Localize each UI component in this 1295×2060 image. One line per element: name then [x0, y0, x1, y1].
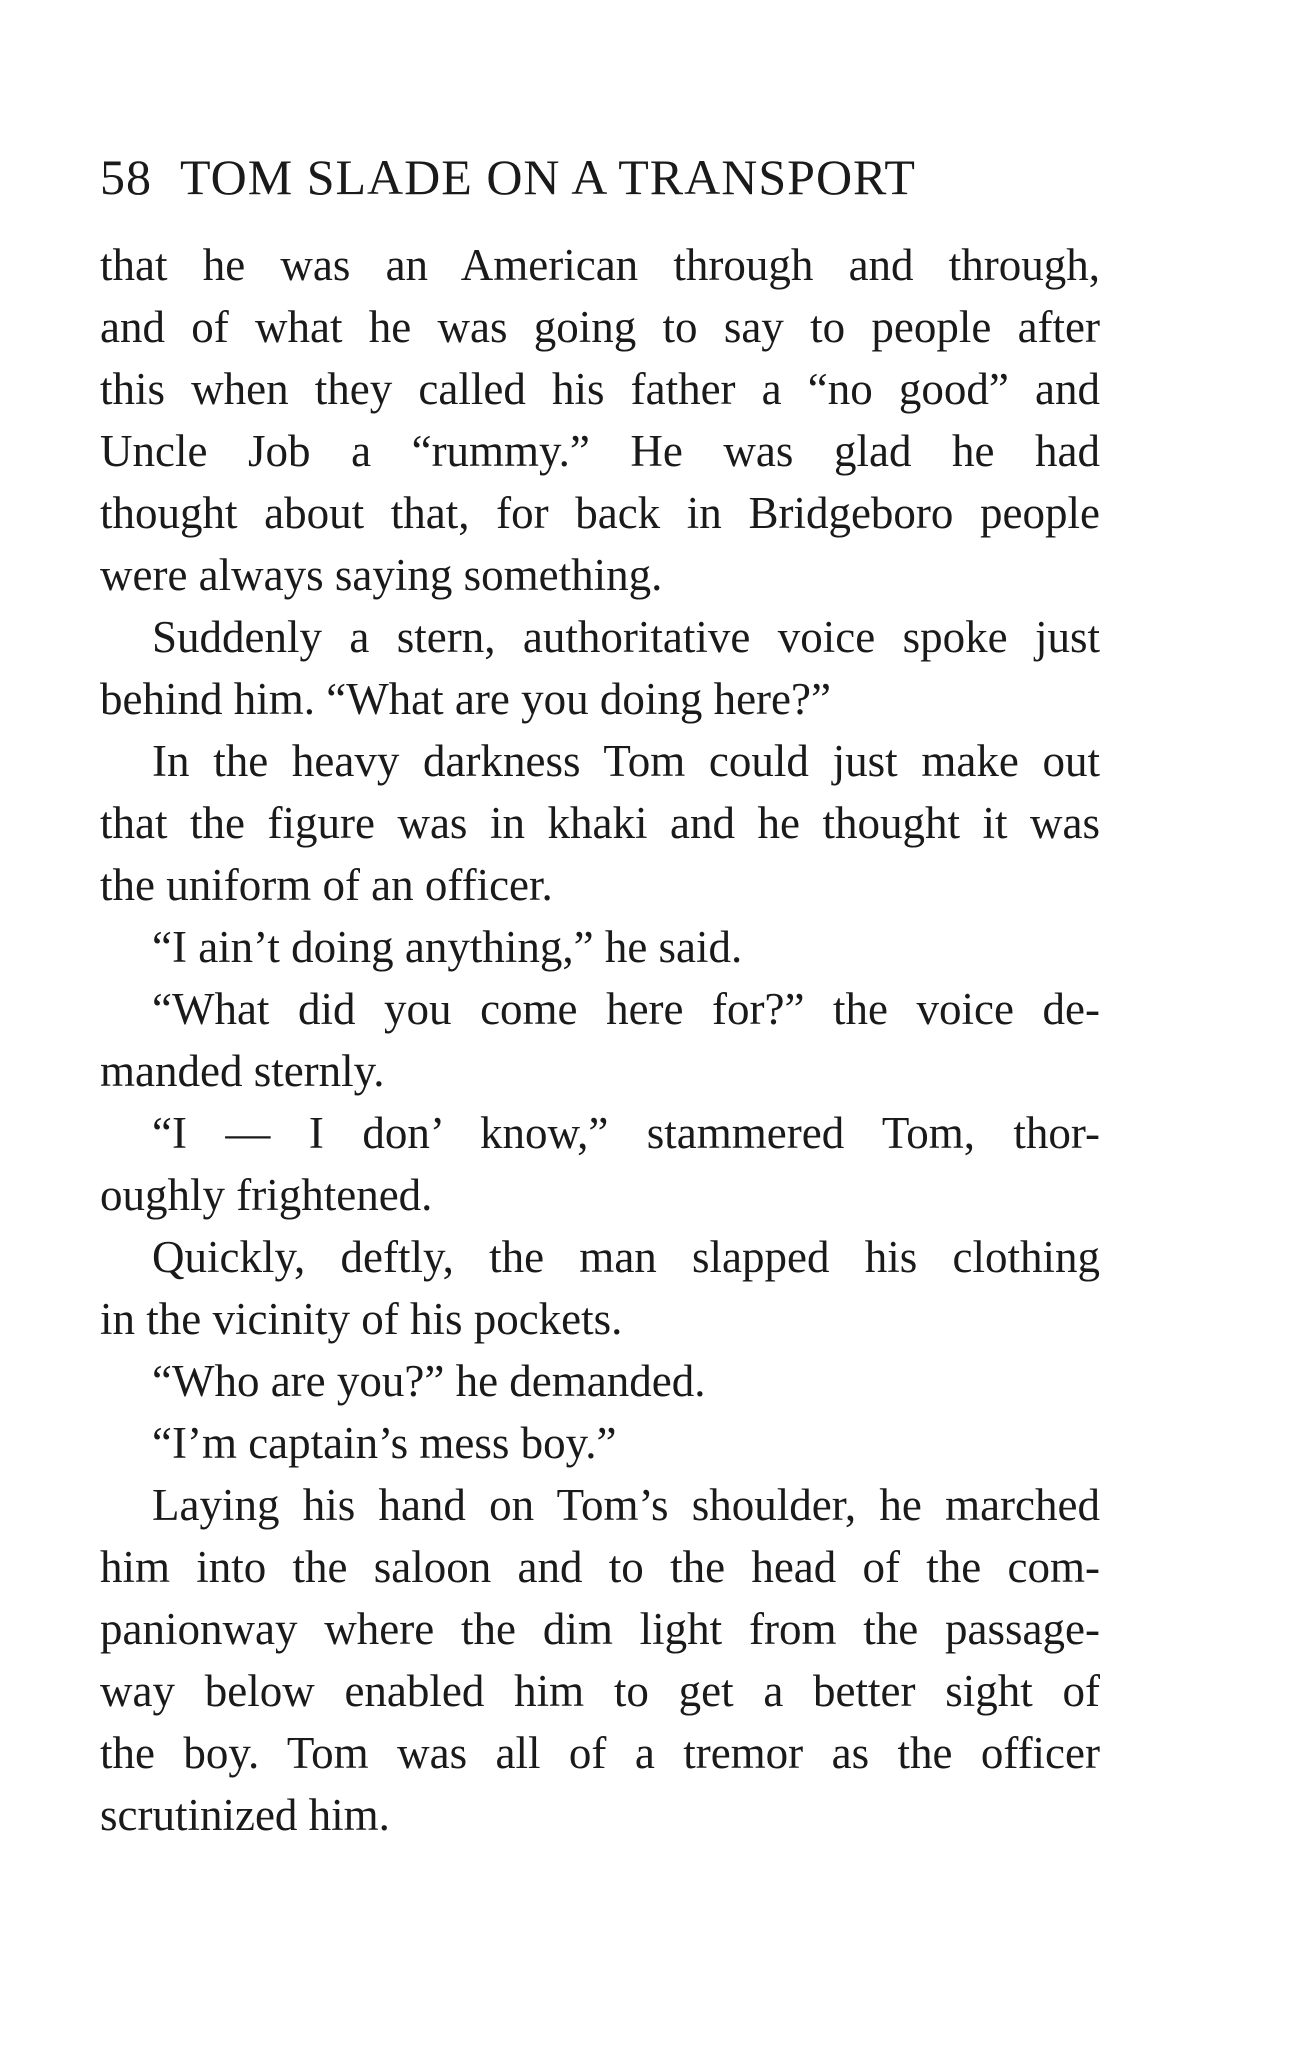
text-line: In the heavy darkness Tom could just make out — [152, 736, 1100, 786]
text-line: and of what he was going to say to people after — [100, 302, 1100, 352]
text-line: were always saying something. — [100, 550, 663, 600]
text-line: “Who are you?” he demanded. — [152, 1356, 706, 1406]
text-line: thought about that, for back in Bridgeboro people — [100, 488, 1100, 538]
running-header — [100, 148, 916, 206]
text-line: Suddenly a stern, authoritative voice spoke just — [152, 612, 1100, 662]
text-line: this when they called his father a “no good” and — [100, 364, 1100, 414]
text-line: Quickly, deftly, the man slapped his clothing — [152, 1232, 1100, 1282]
text-line: “What did you come here for?” the voice de- — [152, 984, 1100, 1034]
text-line: “I’m captain’s mess boy.” — [152, 1418, 617, 1468]
text-line: that the figure was in khaki and he thought it was — [100, 798, 1100, 848]
text-line: Laying his hand on Tom’s shoulder, he marched — [152, 1480, 1100, 1530]
text-line: scrutinized him. — [100, 1790, 390, 1840]
text-line: the boy. Tom was all of a tremor as the officer — [100, 1728, 1100, 1778]
text-line: him into the saloon and to the head of the com- — [100, 1542, 1100, 1592]
body-text — [100, 234, 1100, 1846]
running-title: TOM SLADE ON A TRANSPORT — [180, 149, 916, 205]
text-line: way below enabled him to get a better sight of — [100, 1666, 1100, 1716]
text-line: oughly frightened. — [100, 1170, 433, 1220]
text-line: that he was an American through and through, — [100, 240, 1100, 290]
text-line: in the vicinity of his pockets. — [100, 1294, 623, 1344]
text-line: “I — I don’ know,” stammered Tom, thor- — [152, 1108, 1100, 1158]
page-number: 58 — [100, 149, 152, 205]
text-line: panionway where the dim light from the passage- — [100, 1604, 1100, 1654]
text-line: behind him. “What are you doing here?” — [100, 674, 831, 724]
text-line: manded sternly. — [100, 1046, 385, 1096]
text-line: Uncle Job a “rummy.” He was glad he had — [100, 426, 1100, 476]
text-line: the uniform of an officer. — [100, 860, 553, 910]
text-line: “I ain’t doing anything,” he said. — [152, 922, 743, 972]
